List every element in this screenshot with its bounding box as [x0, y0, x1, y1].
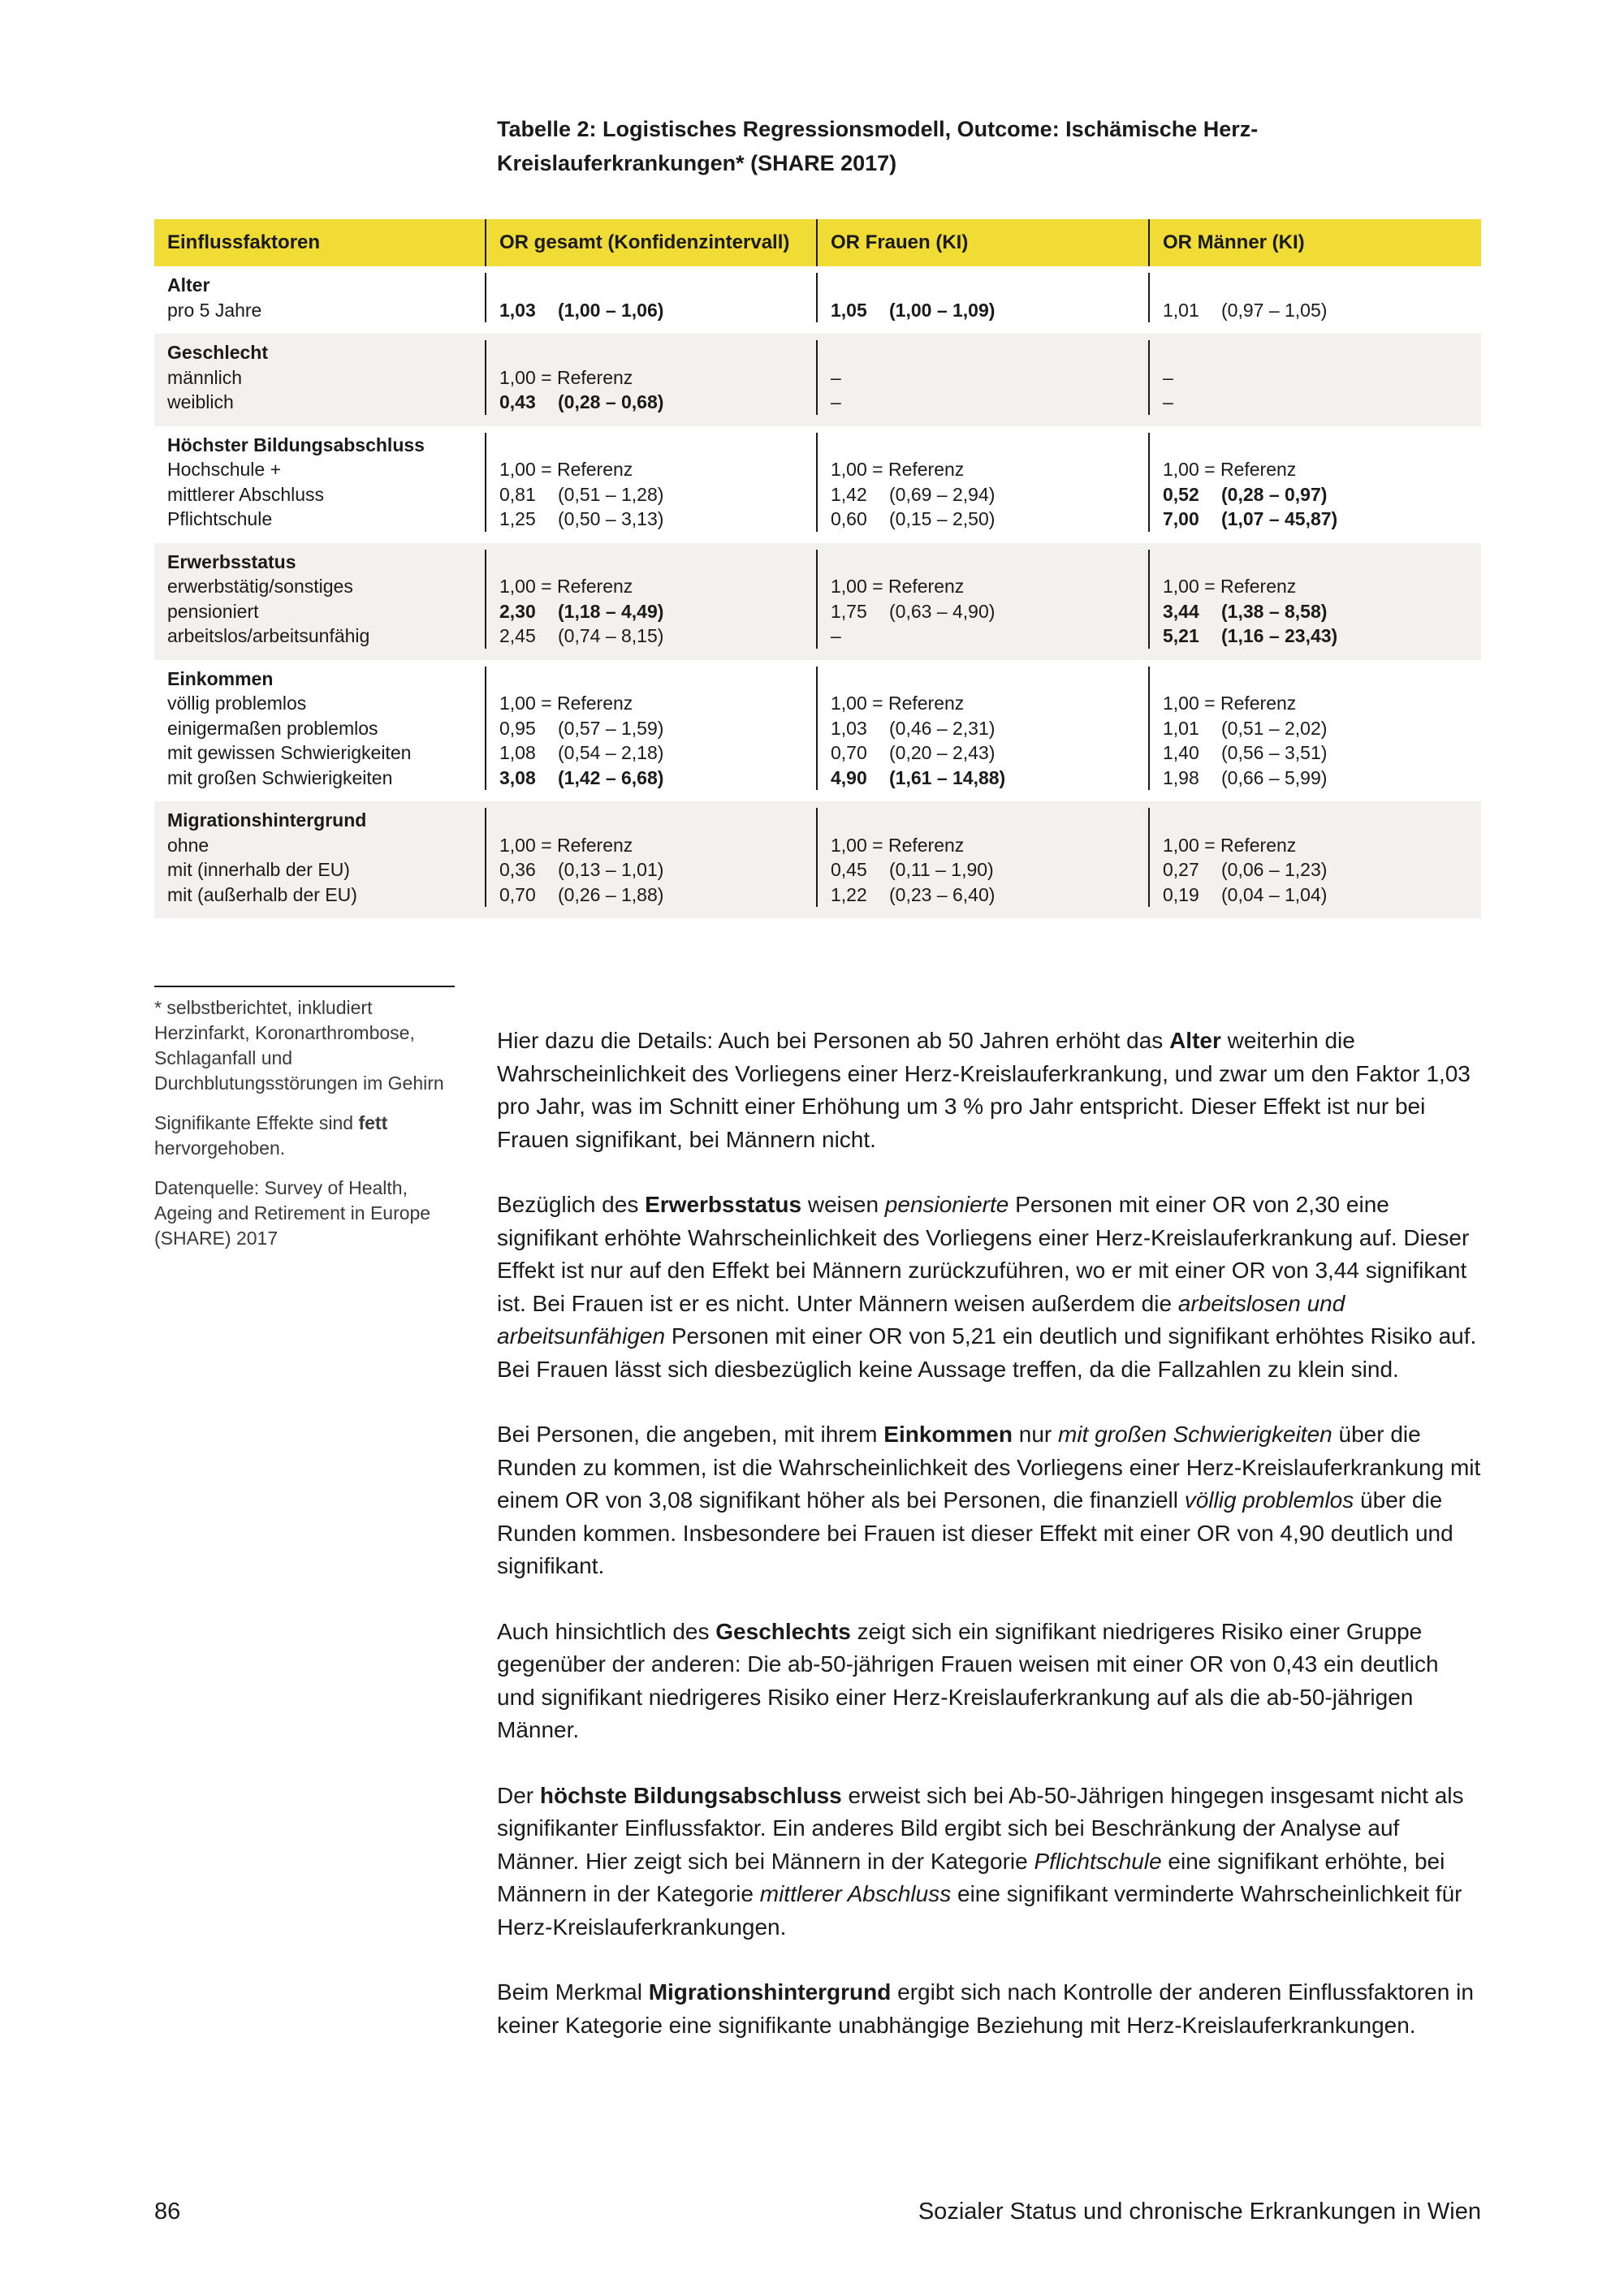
row-label: pro 5 Jahre [167, 299, 262, 321]
text: Bei Personen, die angeben, mit ihrem [497, 1422, 884, 1447]
odds-ratio: 0,19 [1163, 883, 1199, 905]
header-einflussfaktoren: Einflussfaktoren [154, 219, 486, 266]
odds-ratio: 0,52 [1163, 483, 1199, 505]
or-value [1163, 857, 1481, 883]
spacer [499, 667, 816, 692]
row-label: männlich [167, 366, 243, 388]
group-title: Erwerbsstatus [167, 550, 296, 572]
odds-ratio: – [831, 625, 841, 646]
odds-ratio: 7,00 [1163, 508, 1199, 529]
or-gesamt-cell [486, 808, 818, 907]
odds-ratio: 1,05 [831, 299, 867, 321]
text: nur [1012, 1422, 1059, 1447]
odds-ratio: 2,45 [499, 625, 536, 646]
table-group-row [154, 543, 1481, 660]
or-value [499, 390, 816, 415]
text: Hier dazu die Details: Auch bei Personen ab 50 Jahren erhöht das [497, 1028, 1170, 1053]
or-value [499, 599, 816, 624]
odds-ratio: 1,00 = Referenz [831, 834, 965, 856]
or-maenner-cell [1150, 273, 1481, 322]
text: erweist sich bei Ab-50-Jährigen hingegen insgesamt nicht als signifikanter Einflussfaktor. Ein anderes Bild ergibt sich bei Beschränkung der Analyse auf Männer. Hier zeigt sich bei Männern in der Kategorie [497, 1782, 1464, 1874]
text: weiterhin die Wahrscheinlichkeit des Vorliegens einer Herz-Kreislauferkrankung, und zwar um den Faktor 1,03 pro Jahr, was im Schnitt einer Erhöhung um 3 % pro Jahr entspricht. Dieser Effekt ist nur bei Frauen signifikant, bei Männern nicht. [497, 1028, 1471, 1152]
spacer [499, 273, 816, 298]
confidence-interval: (1,00 – 1,09) [889, 299, 996, 321]
odds-ratio: 0,43 [499, 391, 536, 412]
odds-ratio: 1,00 = Referenz [1163, 576, 1297, 597]
factor-cell [154, 667, 486, 791]
or-gesamt-cell [486, 667, 818, 791]
or-value [499, 482, 816, 507]
group-title: Einkommen [167, 667, 274, 689]
confidence-interval: (0,69 – 2,94) [889, 483, 996, 505]
paragraph-bildung [497, 1780, 1481, 1944]
odds-ratio: 1,08 [499, 742, 536, 763]
table-group-row [154, 801, 1481, 918]
row-label: erwerbstätig/sonstiges [167, 576, 353, 597]
spacer [1163, 667, 1481, 692]
running-title: Sozialer Status und chronische Erkrankungen in Wien [918, 2199, 1481, 2225]
row-label: pensioniert [167, 600, 259, 622]
odds-ratio: 4,90 [831, 766, 867, 788]
odds-ratio: – [1163, 366, 1173, 388]
text: über die Runden zu kommen, ist die Wahrscheinlichkeit des Vorliegens einer Herz-Kreislauferkrankung mit einem OR von 3,08 signifikant höher als bei Personen, die finanziell [497, 1422, 1481, 1513]
or-value [1163, 766, 1481, 791]
confidence-interval: (0,28 – 0,97) [1221, 483, 1328, 505]
or-value [1163, 883, 1481, 908]
italic: mittlerer Abschluss [759, 1881, 952, 1906]
or-gesamt-cell [486, 340, 818, 415]
or-value [831, 390, 1148, 415]
odds-ratio: 1,00 = Referenz [499, 834, 633, 856]
or-frauen-cell [818, 340, 1150, 415]
confidence-interval: (0,23 – 6,40) [889, 883, 996, 905]
or-value [1163, 599, 1481, 624]
odds-ratio: 1,22 [831, 883, 867, 905]
confidence-interval: (1,18 – 4,49) [558, 600, 664, 622]
factor-cell [154, 273, 486, 322]
data-source: Datenquelle: Survey of Health, Ageing and Retirement in Europe (SHARE) 2017 [154, 1177, 431, 1249]
odds-ratio: 1,03 [499, 299, 536, 321]
row-label: arbeitslos/arbeitsunfähig [167, 625, 370, 646]
footnote: * selbstberichtet, inkludiert Herzinfarkt, Koronarthrombose, Schlaganfall und Durchblutungsstörungen im Gehirn [154, 997, 444, 1094]
row-label: Pflichtschule [167, 508, 273, 529]
or-value [831, 365, 1148, 391]
odds-ratio: – [831, 391, 841, 412]
confidence-interval: (0,50 – 3,13) [558, 508, 664, 529]
odds-ratio: 1,00 = Referenz [499, 576, 633, 597]
odds-ratio: 1,75 [831, 600, 867, 622]
or-maenner-cell [1150, 550, 1481, 649]
footnote-rule [154, 986, 455, 987]
or-frauen-cell [818, 273, 1150, 322]
or-frauen-cell [818, 667, 1150, 791]
or-value [499, 857, 816, 883]
spacer [831, 433, 1148, 458]
text: ergibt sich nach Kontrolle der anderen Einflussfaktoren in keiner Kategorie eine signifikante unabhängige Beziehung mit Herz-Kreislauferkrankungen. [497, 1979, 1474, 2038]
row-label: völlig problemlos [167, 693, 307, 714]
confidence-interval: (0,66 – 5,99) [1221, 766, 1328, 788]
row-label: einigermaßen problemlos [167, 717, 378, 739]
text: Beim Merkmal [497, 1979, 649, 2005]
emphasis: Erwerbsstatus [645, 1192, 802, 1217]
row-label: mit großen Schwierigkeiten [167, 766, 393, 788]
odds-ratio: 1,00 = Referenz [831, 693, 965, 714]
group-title: Geschlecht [167, 342, 268, 363]
text: eine signifikant verminderte Wahrscheinlichkeit für Herz-Kreislauferkrankungen. [497, 1881, 1462, 1940]
body-text [497, 1025, 1481, 2074]
row-label: weiblich [167, 391, 234, 412]
odds-ratio: 1,00 = Referenz [499, 366, 633, 388]
or-value [499, 766, 816, 791]
or-value [831, 740, 1148, 766]
or-value [831, 766, 1148, 791]
odds-ratio: 1,01 [1163, 717, 1199, 739]
or-frauen-cell [818, 808, 1150, 907]
text: Auch hinsichtlich des [497, 1618, 716, 1644]
row-label: mit gewissen Schwierigkeiten [167, 742, 412, 763]
group-title: Migrationshintergrund [167, 809, 367, 831]
row-label: Hochschule + [167, 459, 281, 480]
or-value [831, 691, 1148, 716]
or-value [499, 691, 816, 716]
or-value [499, 298, 816, 323]
text: Der [497, 1782, 540, 1808]
page-number: 86 [154, 2199, 181, 2225]
odds-ratio: 0,60 [831, 508, 867, 529]
or-value [831, 482, 1148, 507]
paragraph-erwerbsstatus [497, 1189, 1481, 1386]
or-frauen-cell [818, 550, 1150, 649]
odds-ratio: 5,21 [1163, 625, 1199, 646]
or-value [1163, 298, 1481, 323]
spacer [1163, 550, 1481, 575]
emphasis: Einkommen [883, 1422, 1013, 1447]
confidence-interval: (0,04 – 1,04) [1221, 883, 1328, 905]
italic: Pflichtschule [1034, 1848, 1162, 1874]
row-label: mittlerer Abschluss [167, 483, 325, 505]
confidence-interval: (0,56 – 3,51) [1221, 742, 1328, 763]
italic: mit großen Schwierigkeiten [1058, 1422, 1332, 1447]
or-value [1163, 574, 1481, 599]
group-title: Höchster Bildungsabschluss [167, 434, 425, 455]
confidence-interval: (0,46 – 2,31) [889, 717, 996, 739]
or-value [499, 883, 816, 908]
confidence-interval: (1,38 – 8,58) [1221, 600, 1328, 622]
or-maenner-cell [1150, 433, 1481, 532]
regression-table [154, 219, 1481, 918]
odds-ratio: 0,95 [499, 717, 536, 739]
factor-cell [154, 808, 486, 907]
or-gesamt-cell [486, 550, 818, 649]
or-value [831, 599, 1148, 624]
odds-ratio: 1,25 [499, 508, 536, 529]
text: zeigt sich ein signifikant niedrigeres Risiko einer Gruppe gegenüber der anderen: Die ab-50-jährigen Frauen weisen mit einer OR von 0,43 ein deutlich und signifikant niedrigeres Risiko einer Herz-Kreislauferkrankung auf als die ab-50-jährigen Männer. [497, 1618, 1439, 1742]
odds-ratio: 1,42 [831, 483, 867, 505]
row-label: mit (innerhalb der EU) [167, 859, 350, 880]
odds-ratio: 1,00 = Referenz [1163, 693, 1297, 714]
confidence-interval: (0,51 – 1,28) [558, 483, 664, 505]
or-maenner-cell [1150, 340, 1481, 415]
or-gesamt-cell [486, 273, 818, 322]
text: eine signifikant erhöhte, bei Männern in der Kategorie [497, 1848, 1445, 1906]
odds-ratio: 0,36 [499, 859, 536, 880]
odds-ratio: 1,00 = Referenz [831, 576, 965, 597]
odds-ratio: 1,40 [1163, 742, 1199, 763]
table-group-row [154, 266, 1481, 334]
or-value [499, 740, 816, 766]
or-value [831, 624, 1148, 649]
odds-ratio: 3,44 [1163, 600, 1199, 622]
or-value [499, 716, 816, 741]
or-value [831, 833, 1148, 858]
header-or-gesamt: OR gesamt (Konfidenzintervall) [486, 219, 818, 266]
or-value [1163, 390, 1481, 415]
italic: pensionierte [884, 1192, 1009, 1217]
spacer [1163, 340, 1481, 365]
significance-note [154, 1111, 455, 1161]
odds-ratio: 1,00 = Referenz [1163, 459, 1297, 480]
confidence-interval: (0,15 – 2,50) [889, 508, 996, 529]
odds-ratio: 3,08 [499, 766, 536, 788]
paragraph-geschlecht [497, 1616, 1481, 1747]
table-group-row [154, 426, 1481, 543]
confidence-interval: (0,97 – 1,05) [1221, 299, 1328, 321]
italic: völlig problemlos [1184, 1487, 1354, 1513]
odds-ratio: 1,00 = Referenz [831, 459, 965, 480]
odds-ratio: 1,00 = Referenz [499, 459, 633, 480]
confidence-interval: (1,42 – 6,68) [558, 766, 664, 788]
odds-ratio: 2,30 [499, 600, 536, 622]
spacer [1163, 273, 1481, 298]
or-value [1163, 691, 1481, 716]
text: Bezüglich des [497, 1192, 646, 1217]
significance-bold: fett [358, 1112, 388, 1133]
table-group-row [154, 334, 1481, 426]
or-frauen-cell [818, 433, 1150, 532]
or-value [1163, 482, 1481, 507]
spacer [831, 550, 1148, 575]
confidence-interval: (0,06 – 1,23) [1221, 859, 1328, 880]
confidence-interval: (0,51 – 2,02) [1221, 717, 1328, 739]
spacer [831, 340, 1148, 365]
odds-ratio: 0,81 [499, 483, 536, 505]
table-group-row [154, 660, 1481, 802]
spacer [1163, 433, 1481, 458]
or-value [831, 883, 1148, 908]
confidence-interval: (0,26 – 1,88) [558, 883, 664, 905]
or-value [831, 298, 1148, 323]
text: Personen mit einer OR von 2,30 eine signifikant erhöhte Wahrscheinlichkeit des Vorliegens einer Herz-Kreislauferkrankung auf. Dieser Effekt ist nur auf den Effekt bei Männern zurückzuführen, wo er mit einer OR von 3,44 signifikant ist. Bei Frauen ist er es nicht. Unter Männern weisen außerdem die [497, 1192, 1470, 1316]
spacer [831, 808, 1148, 833]
odds-ratio: 0,70 [831, 742, 867, 763]
or-value [1163, 833, 1481, 858]
odds-ratio: – [831, 366, 841, 388]
odds-ratio: 1,03 [831, 717, 867, 739]
confidence-interval: (0,11 – 1,90) [889, 859, 994, 880]
factor-cell [154, 550, 486, 649]
or-value [499, 365, 816, 391]
row-label: mit (außerhalb der EU) [167, 883, 357, 905]
or-value [1163, 624, 1481, 649]
or-gesamt-cell [486, 433, 818, 532]
odds-ratio: 1,00 = Referenz [499, 693, 633, 714]
spacer [831, 667, 1148, 692]
or-value [1163, 457, 1481, 482]
factor-cell [154, 433, 486, 532]
or-value [499, 833, 816, 858]
or-value [831, 716, 1148, 741]
odds-ratio: – [1163, 391, 1173, 412]
confidence-interval: (0,13 – 1,01) [558, 859, 664, 880]
significance-post: hervorgehoben. [154, 1137, 286, 1159]
text: Personen mit einer OR von 5,21 ein deutlich und signifikant erhöhtes Risiko auf. Bei Frauen lässt sich diesbezüglich keine Aussage treffen, da die Fallzahlen zu klein sind. [497, 1323, 1477, 1382]
table-title: Tabelle 2: Logistisches Regressionsmodell, Outcome: Ischämische Herz-Kreislauferkrankungen* (SHARE 2017) [497, 117, 1259, 175]
header-or-maenner: OR Männer (KI) [1163, 231, 1305, 253]
odds-ratio: 1,00 = Referenz [1163, 834, 1297, 856]
text: weisen [801, 1192, 885, 1217]
spacer [499, 340, 816, 365]
or-value [1163, 507, 1481, 532]
spacer [831, 273, 1148, 298]
italic: arbeitslosen und arbeitsunfähigen [497, 1290, 1345, 1349]
spacer [499, 550, 816, 575]
or-value [499, 574, 816, 599]
odds-ratio: 0,70 [499, 883, 536, 905]
odds-ratio: 1,01 [1163, 299, 1199, 321]
text: über die Runden kommen. Insbesondere bei Frauen ist dieser Effekt mit einer OR von 4,90 deutlich und signifikant. [497, 1487, 1453, 1578]
odds-ratio: 1,98 [1163, 766, 1199, 788]
paragraph-einkommen [497, 1418, 1481, 1583]
or-value [1163, 365, 1481, 391]
emphasis: Geschlechts [715, 1618, 851, 1644]
emphasis: Alter [1169, 1028, 1221, 1053]
emphasis: höchste Bildungsabschluss [539, 1782, 842, 1808]
or-value [499, 507, 816, 532]
sidenotes [154, 981, 455, 1266]
or-value [831, 574, 1148, 599]
paragraph-alter [497, 1025, 1481, 1156]
confidence-interval: (1,61 – 14,88) [889, 766, 1006, 788]
or-value [831, 507, 1148, 532]
emphasis: Migrationshintergrund [648, 1979, 892, 2005]
confidence-interval: (0,57 – 1,59) [558, 717, 664, 739]
spacer [499, 433, 816, 458]
or-maenner-cell [1150, 667, 1481, 791]
or-value [831, 857, 1148, 883]
or-value [499, 624, 816, 649]
group-title: Alter [167, 274, 210, 296]
or-value [499, 457, 816, 482]
factor-cell [154, 340, 486, 415]
odds-ratio: 0,27 [1163, 859, 1199, 880]
or-value [831, 457, 1148, 482]
row-label: ohne [167, 834, 209, 856]
confidence-interval: (0,74 – 8,15) [558, 625, 664, 646]
confidence-interval: (0,20 – 2,43) [889, 742, 996, 763]
confidence-interval: (0,28 – 0,68) [558, 391, 664, 412]
spacer [499, 808, 816, 833]
table-header-row [154, 219, 1481, 266]
significance-pre: Signifikante Effekte sind [154, 1112, 359, 1133]
confidence-interval: (1,00 – 1,06) [558, 299, 664, 321]
header-or-frauen: OR Frauen (KI) [818, 219, 1150, 266]
confidence-interval: (1,16 – 23,43) [1221, 625, 1338, 646]
confidence-interval: (0,63 – 4,90) [889, 600, 996, 622]
paragraph-migration [497, 1976, 1481, 2042]
spacer [1163, 808, 1481, 833]
or-maenner-cell [1150, 808, 1481, 907]
odds-ratio: 0,45 [831, 859, 867, 880]
confidence-interval: (1,07 – 45,87) [1221, 508, 1338, 529]
or-value [1163, 740, 1481, 766]
confidence-interval: (0,54 – 2,18) [558, 742, 664, 763]
or-value [1163, 716, 1481, 741]
